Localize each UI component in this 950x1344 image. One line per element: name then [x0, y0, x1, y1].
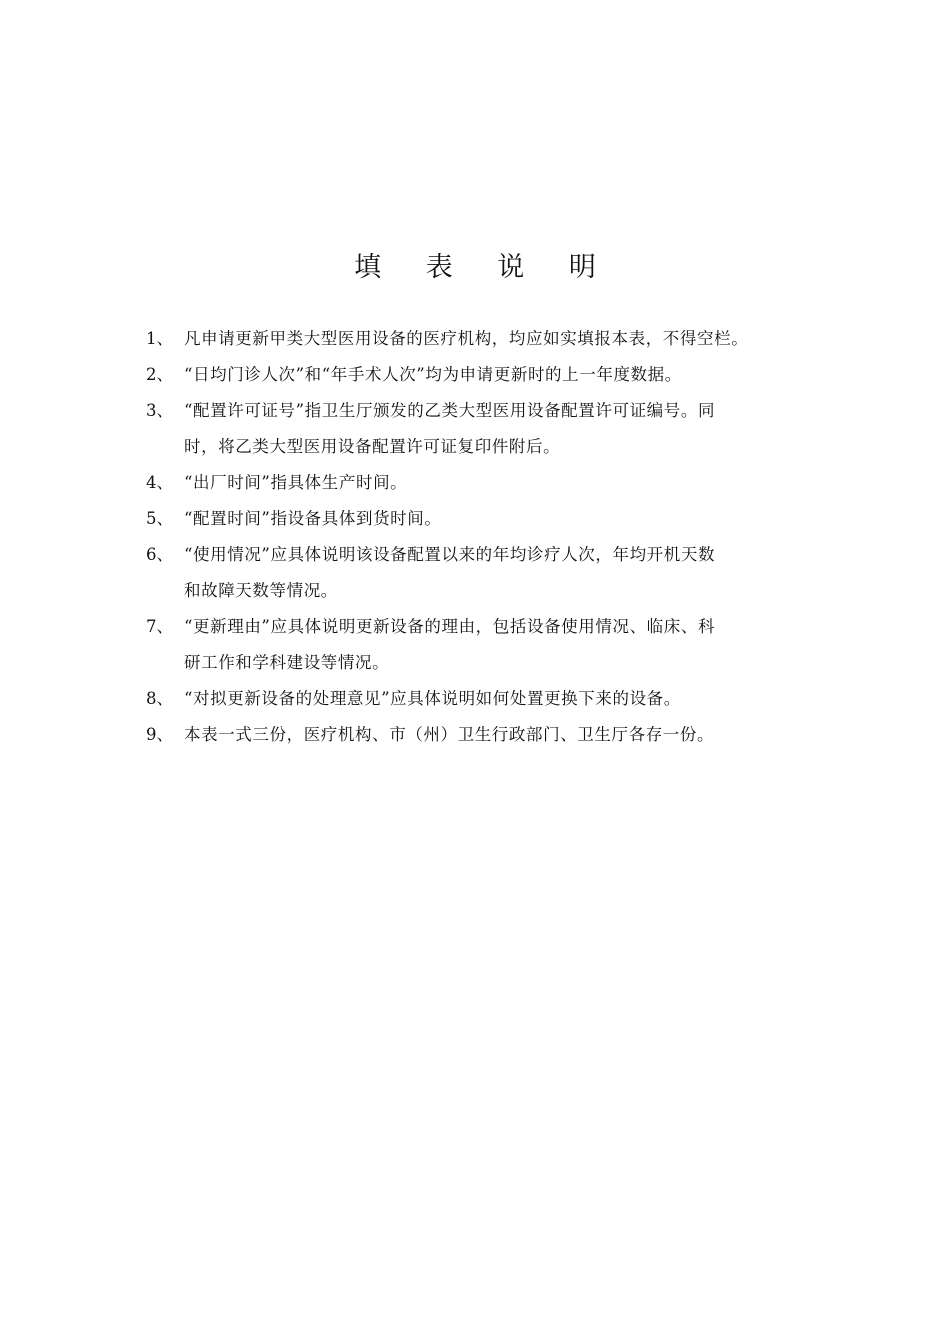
item-text	[184, 681, 808, 717]
list-item	[146, 681, 808, 717]
item-text	[184, 537, 808, 609]
item-line: “使用情况”应具体说明该设备配置以来的年均诊疗人次，年均开机天数	[184, 545, 716, 564]
item-number: 8、	[146, 689, 173, 708]
item-line: “日均门诊人次”和“年手术人次”均为申请更新时的上一年度数据。	[184, 365, 682, 384]
item-text	[184, 501, 808, 537]
item-line: 凡申请更新甲类大型医用设备的医疗机构，均应如实填报本表，不得空栏。	[184, 329, 749, 348]
item-text	[184, 357, 808, 393]
list-item	[146, 609, 808, 681]
item-line: “更新理由”应具体说明更新设备的理由，包括设备使用情况、临床、科	[184, 617, 716, 636]
item-number: 7、	[146, 617, 173, 636]
item-text	[184, 321, 808, 357]
item-line: “出厂时间”指具体生产时间。	[184, 473, 408, 492]
item-text	[184, 609, 808, 681]
list-item	[146, 321, 808, 357]
item-line-continued: 和故障天数等情况。	[184, 581, 338, 600]
item-line-continued: 时，将乙类大型医用设备配置许可证复印件附后。	[184, 437, 561, 456]
item-text	[184, 465, 808, 501]
item-number: 6、	[146, 545, 173, 564]
item-line: “对拟更新设备的处理意见”应具体说明如何处置更换下来的设备。	[184, 689, 681, 708]
item-number: 1、	[146, 329, 173, 348]
item-text	[184, 717, 808, 753]
item-line: “配置许可证号”指卫生厅颁发的乙类大型医用设备配置许可证编号。同	[184, 401, 716, 420]
item-line-continued: 研工作和学科建设等情况。	[184, 653, 390, 672]
page-title: 填 表 说 明	[354, 252, 614, 284]
list-item	[146, 465, 808, 501]
list-item	[146, 501, 808, 537]
item-number: 5、	[146, 509, 173, 528]
item-text	[184, 393, 808, 465]
item-number: 4、	[146, 473, 173, 492]
list-item	[146, 717, 808, 753]
list-item	[146, 537, 808, 609]
item-number: 2、	[146, 365, 173, 384]
list-item	[146, 393, 808, 465]
item-line: 本表一式三份，医疗机构、市（州）卫生行政部门、卫生厅各存一份。	[184, 725, 715, 744]
list-item	[146, 357, 808, 393]
instruction-list	[146, 321, 808, 753]
item-number: 9、	[146, 725, 173, 744]
item-number: 3、	[146, 401, 173, 420]
item-line: “配置时间”指设备具体到货时间。	[184, 509, 442, 528]
